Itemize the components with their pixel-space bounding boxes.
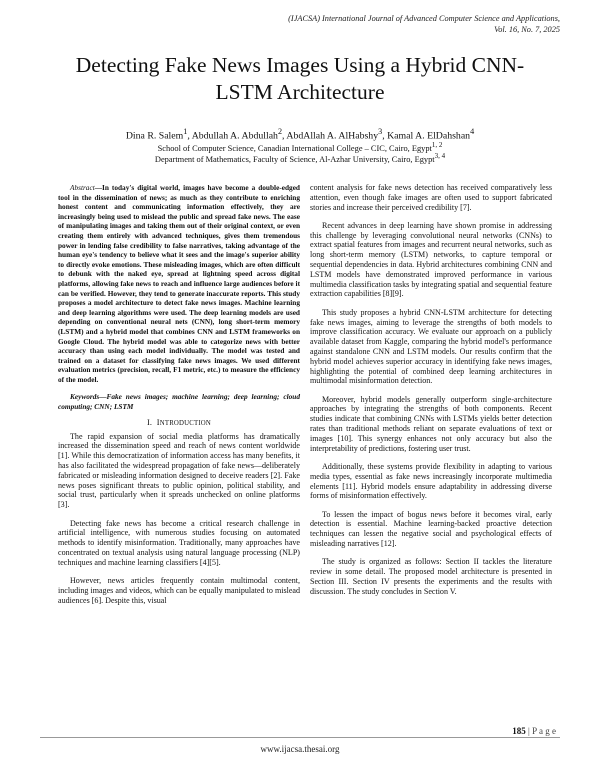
paragraph: Moreover, hybrid models generally outperform single-architecture approaches by integrating the strengths of both components. Recent studies indicate that combining CNNs with LSTMs yields better detection rates than traditional methods reliant on separate evaluations of text or images [10]. This synergy enhances not only accuracy but also the interpretability of predictions, fostering user trust.	[310, 394, 552, 453]
affiliation-1-sup: 1, 2	[431, 141, 443, 149]
left-column	[58, 183, 300, 605]
paragraph: Additionally, these systems provide flexibility in adapting to various media types, essential as fake news increasingly incorporate multimedia elements [11]. Hybrid models ensure adaptability in addressing diverse forms of misinformation effectively.	[310, 461, 552, 501]
keywords-label: Keywords	[70, 392, 100, 402]
paragraph: Recent advances in deep learning have shown promise in addressing this challenge by leveraging convolutional neural networks (CNNs) to extract spatial features from images and recurrent neural networks, such as long short-term memory (LSTM) networks, to capture temporal or sequential dependencies in data. Hybrid architectures combining CNN and LSTM models have demonstrated improved performance in various multimedia classification tasks by integrating spatial and sequential feature extraction capabilities [8][9].	[310, 220, 552, 299]
keywords	[58, 392, 300, 411]
author-name: Dina R. Salem	[125, 130, 184, 142]
section-title-initial: I	[156, 417, 160, 427]
section-heading-introduction	[58, 418, 300, 429]
abstract	[58, 183, 300, 384]
author-sup: 4	[470, 127, 475, 136]
title-line-2: LSTM Architecture	[215, 80, 385, 104]
paragraph: The study is organized as follows: Section II tackles the literature review in some detail. The proposed model architecture is presented in Section III. Section IV presents the experiments and the results with discussion. The study concludes in Section V.	[310, 557, 552, 596]
author-sup: 2	[277, 127, 283, 136]
journal-header	[120, 14, 560, 35]
affiliation-2-text: Department of Mathematics, Faculty of Science, Al-Azhar University, Cairo, Egypt	[154, 154, 435, 164]
title-line-1: Detecting Fake News Images Using a Hybrid CNN-	[75, 53, 525, 77]
footer-divider	[40, 737, 560, 738]
abstract-label: Abstract	[70, 183, 95, 192]
paragraph: Detecting fake news has become a critical research challenge in artificial intelligence, with numerous studies focusing on automated methods to identify misinformation. Traditionally, many approaches have concentrated on textual analysis using natural language processing (NLP) techniques and machine learning classifiers [4][5].	[58, 518, 300, 567]
abstract-text: —In today's digital world, images have become a double-edged tool in the dissemination of news; as much as they contribute to enriching honest content and communicating information effectively, they are increasingly being used to mislead the public and spread fake news. The ease of manipulating images and taking them out of their original context, or even creating them entirely with advanced techniques, gives them tremendous power in lending false credibility to false narratives, taking advantage of the human eye's tendency to believe what it sees and the image's superior ability to directly evoke emotions. These misleading images, which are often difficult to debunk with the naked eye, spread at lightning speed across digital platforms, allowing fake news to reach and influence large audiences before it can be verified. However, they tend to generate inaccurate reports. This study proposes a model architecture to detect fake news images. Machine learning and deep learning algorithms were used. The deep learning models are used depending on conventional neural nets (CNN), long short-term memory (LSTM) and a hybrid model that combines CNN and LSTM frameworks on Google Cloud. The hybrid model was able to categorize news with better accuracy than using each model individually. The model was tested and trained on a dataset for classifying fake news images. We used different evaluation metrics (precision, recall, F1 metric, etc.) to measure the efficiency of the model.	[58, 183, 300, 384]
right-column	[310, 183, 552, 596]
paragraph: However, news articles frequently contain multimodal content, including images and videos, which can be equally manipulated to mislead audiences [6]. Despite this, visual	[58, 576, 300, 605]
page-number-value: 185	[512, 726, 526, 736]
paragraph: This study proposes a hybrid CNN-LSTM architecture for detecting fake news images, aiming to leverage the strengths of both models to improve classification accuracy. We evaluate our approach on a publicly available dataset from Kaggle, comparing the hybrid model's performance against standalone CNN and LSTM models. Our results confirm that the hybrid model achieves superior accuracy in identifying fake news images, highlighting the potential of combined deep learning architectures in multimodal misinformation detection.	[310, 307, 552, 386]
section-numeral: I.	[146, 417, 153, 427]
author-name: AbdAllah A. AlHabshy	[286, 130, 379, 142]
author-name: Abdullah A. Abdullah	[191, 130, 278, 142]
paragraph: The rapid expansion of social media platforms has dramatically increased the dissemination speed and reach of news content worldwide [1]. While this democratization of information access has many benefits, it has also facilitated the widespread propagation of fake news—deliberately fabricated or misleading information designed to deceive readers [2]. Fake news poses significant threats to public opinion, political stability, and social trust, particularly when it spreads unchecked on online platforms [3].	[58, 431, 300, 510]
author-list: Dina R. Salem$^1$, Abdullah A. Abdullah$^2$, AbdAllah A. AlHabshy$^3$, Kamal A. ElDahshan$^4$	[125, 127, 475, 142]
page-number	[512, 726, 556, 736]
affiliation-1-text: School of Computer Science, Canadian International College – CIC, Cairo, Egypt	[157, 143, 432, 153]
page-number-label: | P a g e	[525, 726, 556, 736]
author-name: Kamal A. ElDahshan	[387, 130, 471, 142]
journal-volume: Vol. 16, No. 7, 2025	[494, 24, 560, 34]
affiliation-2-sup: 3, 4	[434, 152, 446, 160]
footer-url[interactable]: www.ijacsa.thesai.org	[260, 744, 340, 754]
author-sup: 1	[183, 127, 188, 136]
journal-name: (IJACSA) International Journal of Advanced Computer Science and Applications,	[288, 14, 560, 23]
paper-title	[48, 52, 552, 106]
keywords-text: —Fake news images; machine learning; deep learning; cloud computing; CNN; LSTM	[58, 392, 300, 412]
paragraph: To lessen the impact of bogus news before it becomes viral, early detection is essential. Machine learning-backed proactive detection techniques can lessen the negative social and psychological effects of misleading narratives [12].	[310, 509, 552, 548]
affiliation-2	[40, 151, 560, 165]
author-sup: 3	[378, 127, 383, 136]
section-title-rest: NTRODUCTION	[159, 419, 212, 427]
paragraph: content analysis for fake news detection has received comparatively less attention, even though fake images are often used to support fabricated stories and increase their perceived credibility [7].	[310, 183, 552, 212]
